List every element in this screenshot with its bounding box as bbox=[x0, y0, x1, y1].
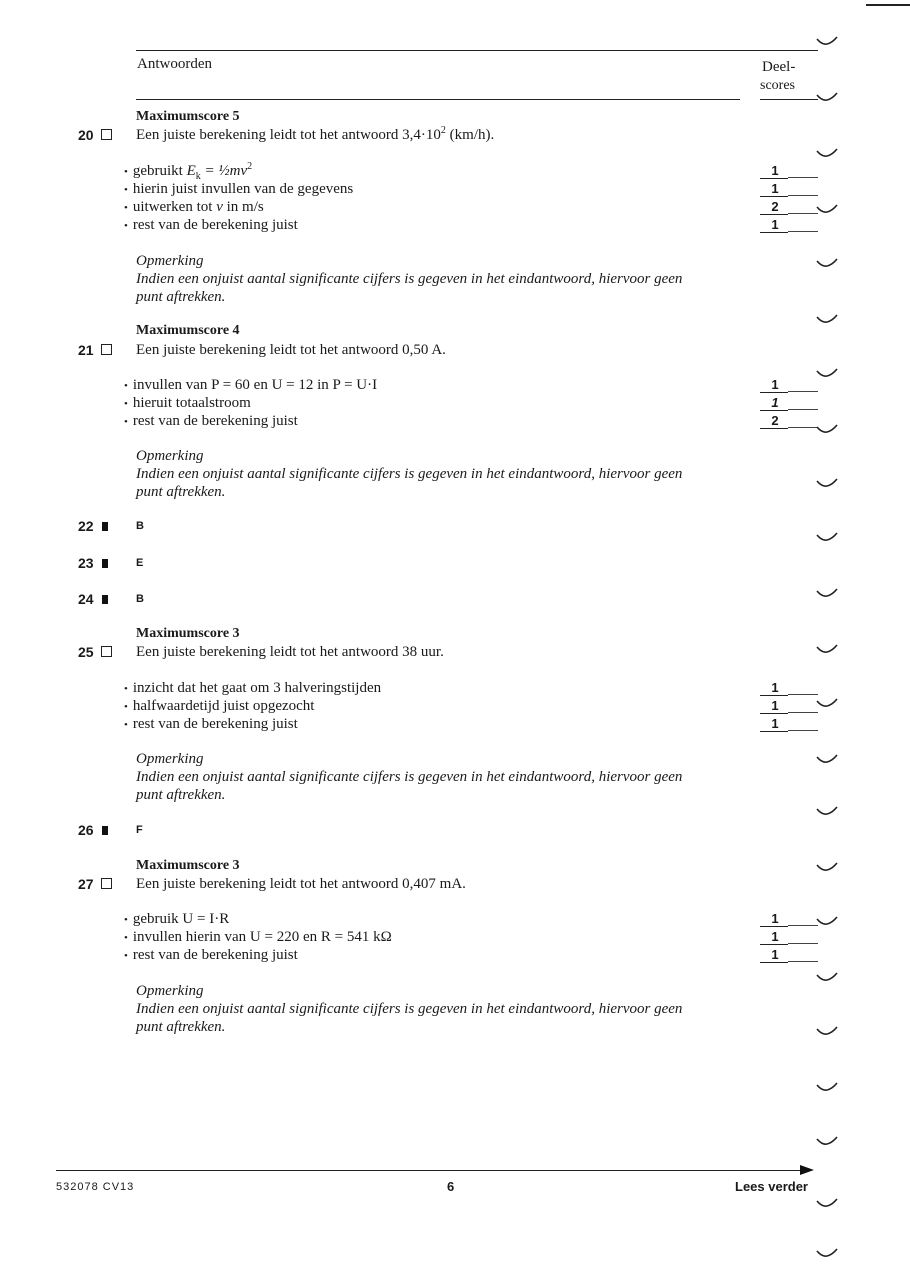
q20-score-2: 1 bbox=[760, 182, 818, 197]
q20-statement: Een juiste berekening leidt tot het antwoord $3,4\cdot 10^2$ (km/h). bbox=[136, 125, 495, 143]
open-square-icon bbox=[101, 878, 112, 889]
q25-remark-line1: Indien een onjuist aantal significante cijfers is gegeven in het eindantwoord, hiervoor geen bbox=[136, 769, 683, 785]
header-bottom-rule bbox=[136, 99, 740, 100]
checkmark-icon bbox=[816, 806, 838, 816]
scores-heading-line1: Deel- bbox=[762, 59, 796, 75]
header-top-rule bbox=[136, 50, 818, 51]
open-square-icon bbox=[101, 129, 112, 140]
checkmark-icon bbox=[816, 1248, 838, 1258]
checkmark-icon bbox=[816, 258, 838, 268]
checkmark-icon bbox=[816, 424, 838, 434]
q25-number: 25 bbox=[78, 643, 118, 661]
q27-item-2: • invullen hierin van U = 220 en R = 541 kΩ bbox=[124, 928, 392, 947]
q20-remark-title: Opmerking bbox=[136, 253, 204, 269]
checkmark-icon bbox=[816, 588, 838, 598]
arrow-right-icon bbox=[800, 1165, 814, 1175]
q21-remark-title: Opmerking bbox=[136, 448, 204, 464]
q27-item-3: • rest van de berekening juist bbox=[124, 946, 298, 965]
q23-number: 23 bbox=[78, 554, 118, 572]
q26-number: 26 bbox=[78, 821, 118, 839]
q20-number: 20 bbox=[78, 126, 118, 144]
q21-statement: Een juiste berekening leidt tot het antwoord 0,50 A. bbox=[136, 342, 446, 358]
q21-score-3: 2 bbox=[760, 414, 818, 429]
q25-remark-title: Opmerking bbox=[136, 751, 204, 767]
q26-answer: F bbox=[136, 824, 143, 836]
filled-square-icon bbox=[102, 522, 108, 531]
q21-number: 21 bbox=[78, 341, 118, 359]
scores-bottom-rule bbox=[760, 99, 818, 100]
q21-score-2: 1 bbox=[760, 396, 818, 411]
checkmark-icon bbox=[816, 368, 838, 378]
checkmark-icon bbox=[816, 862, 838, 872]
q27-remark-line1: Indien een onjuist aantal significante cijfers is gegeven in het eindantwoord, hiervoor geen bbox=[136, 1001, 683, 1017]
checkmark-icon bbox=[816, 478, 838, 488]
q22-answer: B bbox=[136, 520, 144, 532]
checkmark-icon bbox=[816, 532, 838, 542]
footer-rule bbox=[56, 1170, 804, 1171]
q27-max-score: Maximumscore 3 bbox=[136, 858, 240, 873]
q25-item-3: • rest van de berekening juist bbox=[124, 715, 298, 734]
checkmark-icon bbox=[816, 1198, 838, 1208]
q27-statement: Een juiste berekening leidt tot het antwoord 0,407 mA. bbox=[136, 876, 466, 892]
q20-score-3: 2 bbox=[760, 200, 818, 215]
q25-score-1: 1 bbox=[760, 681, 818, 696]
q20-item-3: • uitwerken tot v in m/s bbox=[124, 198, 264, 217]
q22-number: 22 bbox=[78, 517, 118, 535]
checkmark-icon bbox=[816, 972, 838, 982]
checkmark-icon bbox=[816, 314, 838, 324]
q20-score-4: 1 bbox=[760, 218, 818, 233]
q27-score-3: 1 bbox=[760, 948, 818, 963]
q21-remark-line1: Indien een onjuist aantal significante cijfers is gegeven in het eindantwoord, hiervoor geen bbox=[136, 466, 683, 482]
filled-square-icon bbox=[102, 595, 108, 604]
checkmark-icon bbox=[816, 644, 838, 654]
page-number: 6 bbox=[447, 1179, 455, 1194]
q20-item-2: • hierin juist invullen van de gegevens bbox=[124, 180, 353, 199]
q25-max-score: Maximumscore 3 bbox=[136, 626, 240, 641]
q25-item-1: • inzicht dat het gaat om 3 halveringstijden bbox=[124, 679, 381, 698]
filled-square-icon bbox=[102, 826, 108, 835]
checkmark-icon bbox=[816, 1136, 838, 1146]
scores-heading-line2: scores bbox=[760, 78, 795, 93]
checkmark-icon bbox=[816, 1026, 838, 1036]
q21-score-1: 1 bbox=[760, 378, 818, 393]
open-square-icon bbox=[101, 344, 112, 355]
q27-score-2: 1 bbox=[760, 930, 818, 945]
q27-number: 27 bbox=[78, 875, 118, 893]
q27-remark-title: Opmerking bbox=[136, 983, 204, 999]
q21-item-3: • rest van de berekening juist bbox=[124, 412, 298, 431]
next-page-label: Lees verder bbox=[735, 1179, 808, 1194]
q20-item-4: • rest van de berekening juist bbox=[124, 216, 298, 235]
q20-remark-line1: Indien een onjuist aantal significante cijfers is gegeven in het eindantwoord, hiervoor geen bbox=[136, 271, 683, 287]
filled-square-icon bbox=[102, 559, 108, 568]
checkmark-icon bbox=[816, 916, 838, 926]
checkmark-icon bbox=[816, 92, 838, 102]
checkmark-icon bbox=[816, 754, 838, 764]
q20-item-1: • gebruikt $E_k$ = $\frac{1}{2}mv^2$ bbox=[124, 162, 252, 181]
q21-item-2: • hieruit totaalstroom bbox=[124, 394, 251, 413]
checkmark-icon bbox=[816, 1082, 838, 1092]
checkmark-icon bbox=[816, 148, 838, 158]
q25-score-3: 1 bbox=[760, 717, 818, 732]
corner-mark bbox=[866, 4, 910, 6]
checkmark-icon bbox=[816, 698, 838, 708]
q24-number: 24 bbox=[78, 590, 118, 608]
q21-remark-line2: punt aftrekken. bbox=[136, 484, 226, 500]
footer-code: 532078 CV13 bbox=[56, 1181, 135, 1193]
answers-heading: Antwoorden bbox=[137, 56, 212, 72]
q27-remark-line2: punt aftrekken. bbox=[136, 1019, 226, 1035]
q20-max-score: Maximumscore 5 bbox=[136, 109, 240, 124]
q24-answer: B bbox=[136, 593, 144, 605]
q27-item-1: • gebruik U = I·R bbox=[124, 910, 229, 929]
q25-remark-line2: punt aftrekken. bbox=[136, 787, 226, 803]
q20-score-1: 1 bbox=[760, 164, 818, 179]
q20-remark-line2: punt aftrekken. bbox=[136, 289, 226, 305]
checkmark-icon bbox=[816, 204, 838, 214]
q27-score-1: 1 bbox=[760, 912, 818, 927]
q25-score-2: 1 bbox=[760, 699, 818, 714]
checkmark-icon bbox=[816, 36, 838, 46]
q23-answer: E bbox=[136, 557, 144, 569]
q25-statement: Een juiste berekening leidt tot het antwoord 38 uur. bbox=[136, 644, 444, 660]
open-square-icon bbox=[101, 646, 112, 657]
q25-item-2: • halfwaardetijd juist opgezocht bbox=[124, 697, 314, 716]
q21-max-score: Maximumscore 4 bbox=[136, 323, 240, 338]
q21-item-1: • invullen van P = 60 en U = 12 in P = U·I bbox=[124, 376, 377, 395]
